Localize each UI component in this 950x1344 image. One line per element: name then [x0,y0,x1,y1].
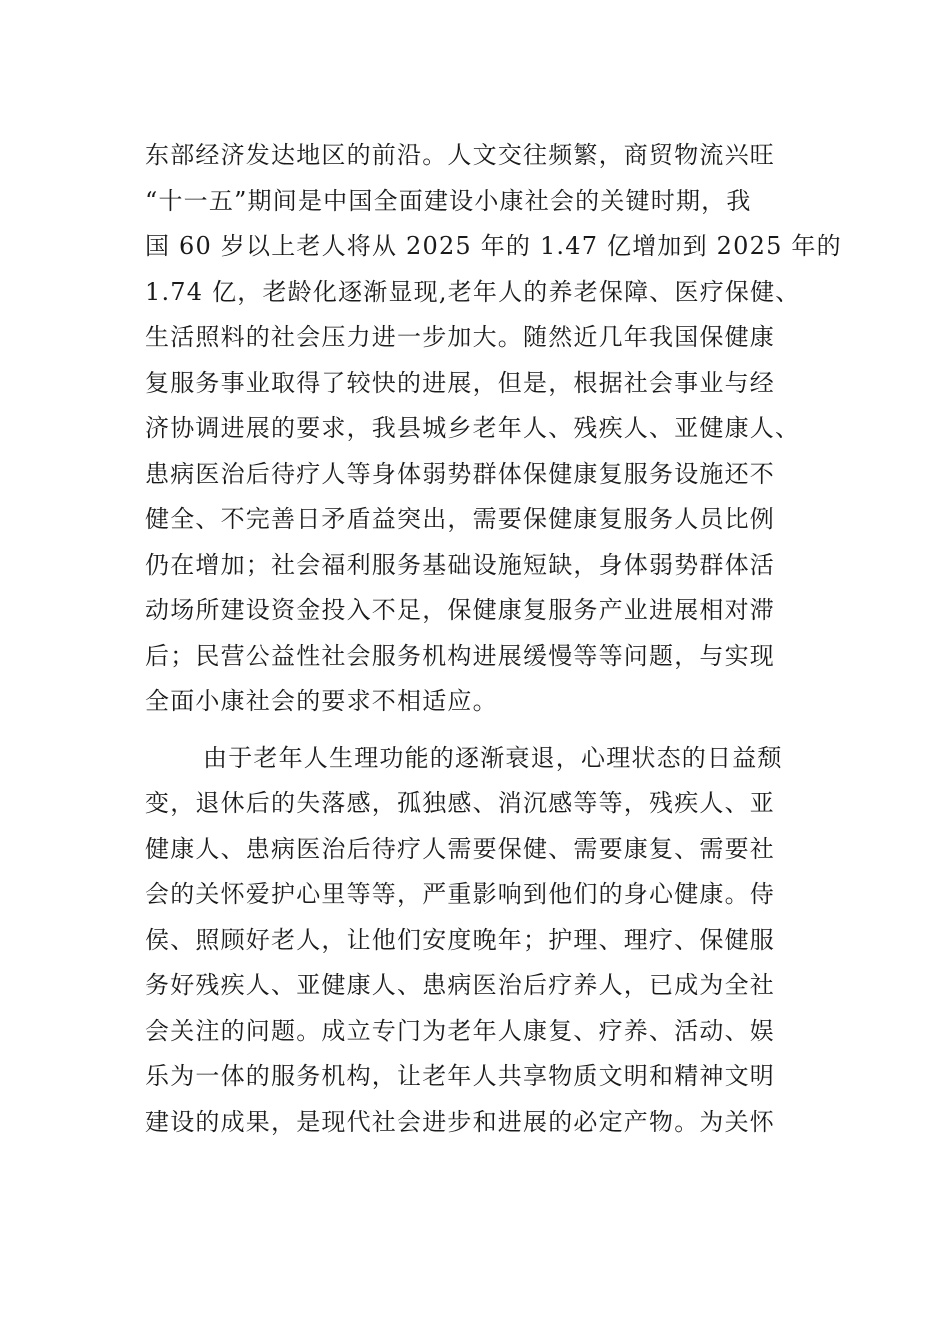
text-line: 国 60 岁以上老人将从 2025 年的 1.47 亿增加到 2025 年的 [145,232,842,260]
text-line: 全面小康社会的要求不相适应。 [145,687,498,715]
body-text [145,133,842,1145]
text-line: 健全、不完善日矛盾益突出，需要保健康复服务人员比例 [145,505,775,533]
text-line: 建设的成果，是现代社会进步和进展的必定产物。为关怀 [145,1107,775,1136]
text-line: 东部经济发达地区的前沿。人文交往频繁，商贸物流兴旺 [145,141,775,169]
text-line: 生活照料的社会压力进一步加大。随然近几年我国保健康 [145,323,775,351]
text-line: “十一五”期间是中国全面建设小康社会的关键时期，我 [145,186,752,215]
paragraph-1 [145,133,842,725]
paragraph-2 [145,736,835,1146]
text-line: 患病医治后待疗人等身体弱势群体保健康复服务设施还不 [145,459,775,488]
text-line: 侯、照顾好老人，让他们安度晚年；护理、理疗、保健服 [145,925,775,954]
text-line: 动场所建设资金投入不足，保健康复服务产业进展相对滞 [145,596,775,624]
text-line: 健康人、患病医治后待疗人需要保健、需要康复、需要社 [145,834,775,863]
text-line: 济协调进展的要求，我县城乡老年人、残疾人、亚健康人、 [145,414,801,442]
text-line: 乐为一体的服务机构，让老年人共享物质文明和精神文明 [145,1062,775,1090]
text-line: 务好残疾人、亚健康人、患病医治后疗养人，已成为全社 [145,971,775,999]
text-line: 会关注的问题。成立专门为老年人康复、疗养、活动、娱 [145,1016,775,1045]
paragraph-gap [145,725,835,736]
text-line: 变，退休后的失落感，孤独感、消沉感等等，残疾人、亚 [145,789,775,817]
text-line: 后；民营公益性社会服务机构进展缓慢等等问题，与实现 [145,641,775,670]
text-line: 由于老年人生理功能的逐渐衰退，心理状态的日益颓 [203,743,783,772]
text-line: 仍在增加；社会福利服务基础设施短缺，身体弱势群体活 [145,550,775,579]
text-line: 会的关怀爱护心里等等，严重影响到他们的身心健康。侍 [145,880,775,908]
text-line: 复服务事业取得了较快的进展，但是，根据社会事业与经 [145,368,775,397]
text-line: 1.74 亿，老龄化逐渐显现,老年人的养老保障、医疗保健、 [145,277,801,306]
